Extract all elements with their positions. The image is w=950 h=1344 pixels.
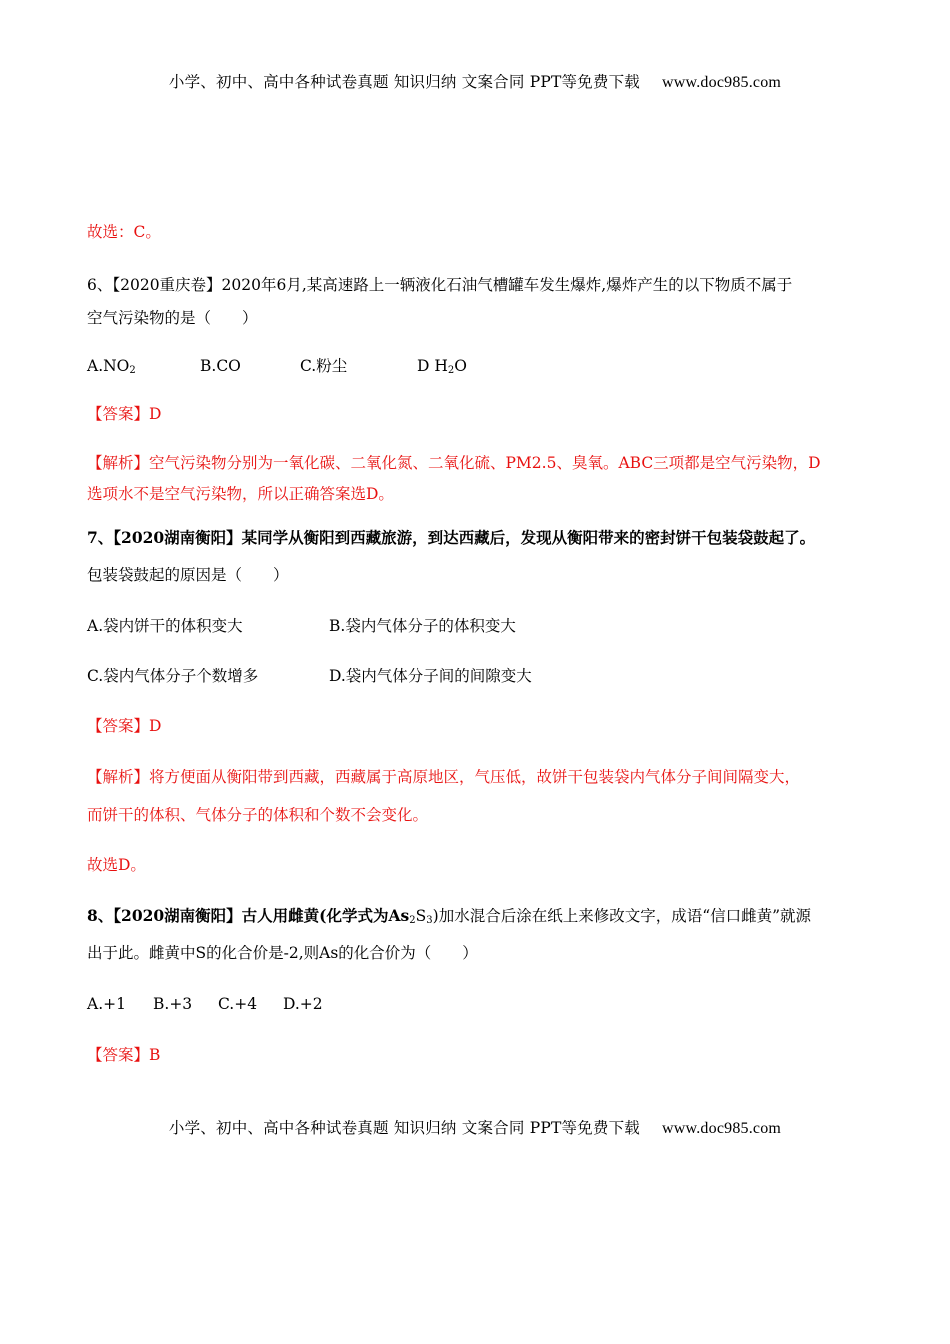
q6-stem-line2: 空气污染物的是（ ） — [87, 309, 258, 327]
prev-conclusion: 故选：C。 — [87, 223, 161, 241]
q8-option-d: D.+2 — [283, 995, 323, 1013]
footer-url[interactable]: www.doc985.com — [662, 1120, 782, 1137]
page-footer — [0, 1116, 950, 1138]
q6-option-d: D $H_2O$ — [417, 357, 467, 376]
q8-option-b: B.+3 — [153, 995, 193, 1013]
q8-stem-line1: 8、【2020湖南衡阳】古人用雌黄(化学式为$As_2S_3$)加水混合后涂在纸上来修改文字，成语“信口雌黄”就源 — [87, 906, 812, 926]
q8-option-a: A.+1 — [87, 995, 126, 1013]
q6-option-a: $A.NO_2$ — [87, 357, 136, 376]
q7-stem-line1: 7、【2020湖南衡阳】某同学从衡阳到西藏旅游，到达西藏后，发现从衡阳带来的密封饼干包装袋鼓起了。 — [87, 528, 816, 547]
q7-option-d: D.袋内气体分子间的间隙变大 — [329, 667, 532, 685]
q7-option-a: A.袋内饼干的体积变大 — [87, 617, 243, 635]
q7-analysis-line1: 【解析】将方便面从衡阳带到西藏，西藏属于高原地区，气压低，故饼干包装袋内气体分子间间隔变大， — [87, 768, 801, 786]
q6-stem-line1: 6、【2020重庆卷】2020年6月,某高速路上一辆液化石油气槽罐车发生爆炸,爆炸产生的以下物质不属于 — [87, 276, 793, 294]
q8-answer: 【答案】B — [87, 1046, 161, 1064]
q6-answer: 【答案】D — [87, 405, 162, 423]
header-text: 小学、初中、高中各种试卷真题 知识归纳 文案合同 PPT等免费下载 — [168, 73, 640, 91]
q7-stem-line2: 包装袋鼓起的原因是（ ） — [87, 566, 289, 584]
q7-analysis-line2: 而饼干的体积、气体分子的体积和个数不会变化。 — [87, 806, 429, 824]
q7-conclusion: 故选D。 — [87, 856, 146, 874]
footer-text: 小学、初中、高中各种试卷真题 知识归纳 文案合同 PPT等免费下载 — [168, 1119, 640, 1137]
q8-stem-line2: 出于此。雌黄中S的化合价是-2,则As的化合价为（ ） — [87, 944, 478, 962]
header-url[interactable]: www.doc985.com — [662, 74, 782, 91]
q6-option-b: B.CO — [200, 357, 241, 375]
q7-option-b: B.袋内气体分子的体积变大 — [329, 617, 516, 635]
q6-option-c: C.粉尘 — [300, 357, 348, 375]
q6-analysis-line1: 【解析】空气污染物分别为一氧化碳、二氧化氮、二氧化硫、PM2.5、臭氧。ABC三项都是空气污染物，D — [87, 454, 821, 472]
page-header — [0, 70, 950, 92]
q6-analysis-line2: 选项水不是空气污染物，所以正确答案选D。 — [87, 485, 394, 503]
q7-answer: 【答案】D — [87, 717, 162, 735]
q7-option-c: C.袋内气体分子个数增多 — [87, 667, 259, 685]
q8-option-c: C.+4 — [218, 995, 258, 1013]
